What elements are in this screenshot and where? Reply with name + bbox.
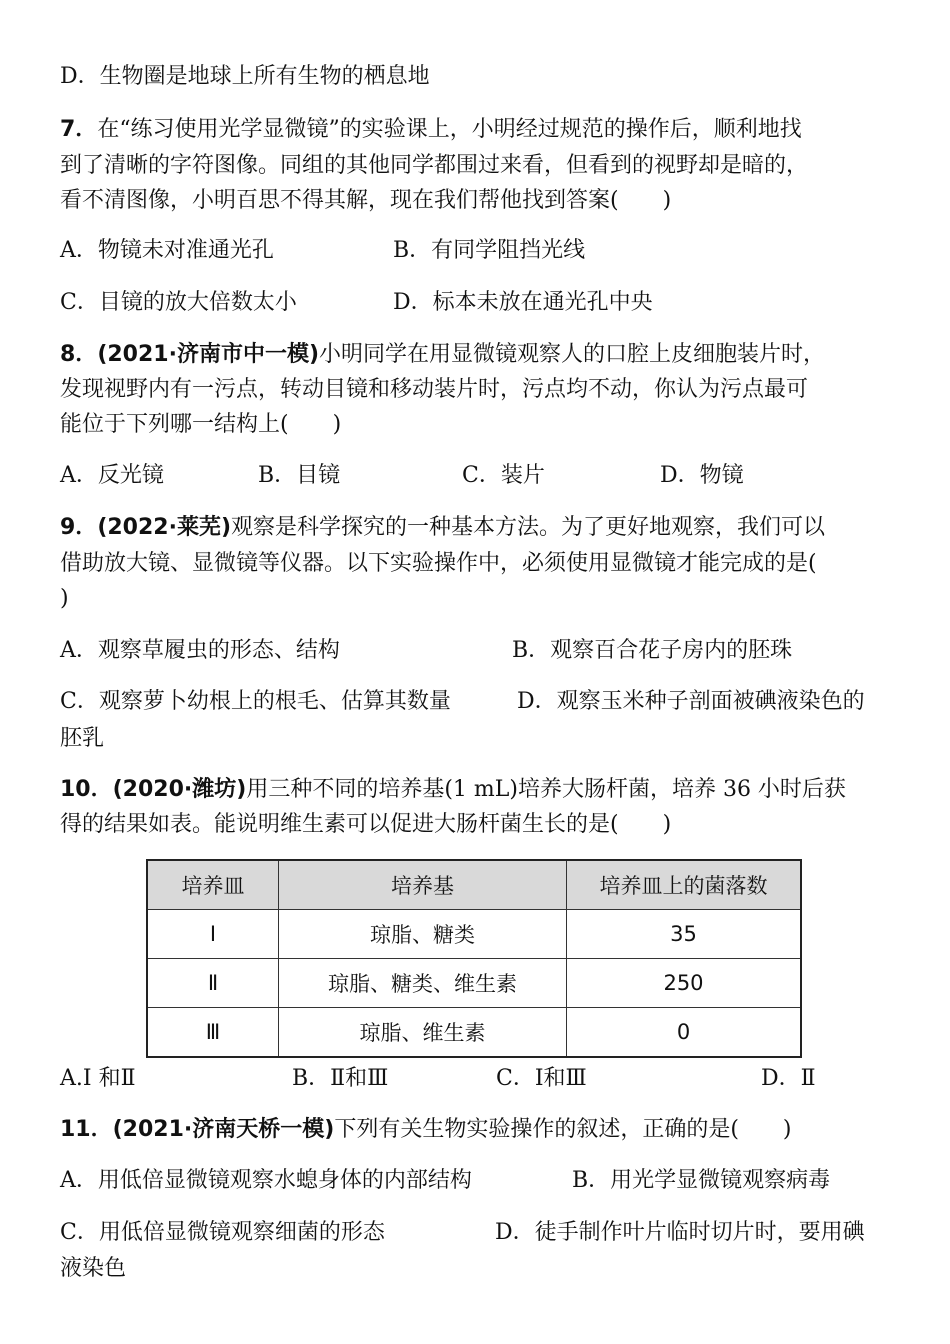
q8-text-1: 小明同学在用显微镜观察人的口腔上皮细胞装片时， [319, 342, 826, 367]
q7-option-b: B．有同学阻挡光线 [393, 238, 586, 263]
q11-line-1 [60, 1117, 792, 1143]
q9-option-b: B．观察百合花子房内的胚珠 [512, 638, 793, 663]
q9-line-1 [60, 515, 825, 541]
q9-line-2: 借助放大镜、显微镜等仪器。以下实验操作中，必须使用显微镜才能完成的是( [60, 551, 817, 576]
q8-option-a: A．反光镜 [60, 463, 164, 488]
q9-option-c: C．观察萝卜幼根上的根毛、估算其数量 [60, 689, 451, 714]
q8-option-c: C．装片 [462, 463, 545, 488]
table-cell: 琼脂、维生素 [279, 1008, 567, 1058]
q10-text-1: 用三种不同的培养基(1 mL)培养大肠杆菌，培养 36 小时后获 [246, 777, 846, 802]
q8-line-2: 发现视野内有一污点，转动目镜和移动装片时，污点均不动，你认为污点最可 [60, 377, 809, 402]
q7-line-1 [60, 117, 802, 143]
q11-option-d-cont: 液染色 [60, 1256, 127, 1281]
q7-option-d: D．标本未放在通光孔中央 [393, 290, 653, 315]
q9-number: 9． [60, 515, 98, 540]
q8-source: (2021·济南市中一模) [97, 342, 320, 367]
q7-text-1: 在“练习使用光学显微镜”的实验课上，小明经过规范的操作后，顺利地找 [97, 117, 802, 142]
q10-line-1 [60, 777, 846, 803]
table-header-medium: 培养基 [279, 860, 567, 910]
q10-option-c: C．Ⅰ和Ⅲ [496, 1066, 587, 1091]
q10-option-a: A.Ⅰ 和Ⅱ [60, 1066, 136, 1091]
table-cell: Ⅲ [147, 1008, 279, 1058]
q6-option-d: D．生物圈是地球上所有生物的栖息地 [60, 64, 430, 89]
q10-number: 10． [60, 777, 113, 802]
q9-option-a: A．观察草履虫的形态、结构 [60, 638, 340, 663]
table-row [147, 959, 801, 1008]
q10-option-b: B．Ⅱ和Ⅲ [292, 1066, 389, 1091]
q10-source: (2020·潍坊) [112, 777, 247, 802]
q9-line-3: ) [60, 586, 69, 611]
q9-option-d-cont: 胚乳 [60, 726, 105, 751]
table-cell: 250 [567, 959, 802, 1008]
q10-line-2: 得的结果如表。能说明维生素可以促进大肠杆菌生长的是( ) [60, 812, 672, 837]
q11-source: (2021·济南天桥一模) [112, 1117, 335, 1142]
q7-line-3: 看不清图像，小明百思不得其解，现在我们帮他找到答案( ) [60, 188, 672, 213]
q11-option-b: B．用光学显微镜观察病毒 [572, 1168, 831, 1193]
q7-number: 7． [60, 117, 98, 142]
q7-line-2: 到了清晰的字符图像。同组的其他同学都围过来看，但看到的视野却是暗的， [60, 153, 809, 178]
q8-option-d: D．物镜 [660, 463, 744, 488]
table-cell: 0 [567, 1008, 802, 1058]
table-cell: 35 [567, 910, 802, 959]
q11-text-1: 下列有关生物实验操作的叙述，正确的是( ) [334, 1117, 792, 1142]
q7-option-c: C．目镜的放大倍数太小 [60, 290, 297, 315]
culture-results-table [146, 859, 802, 1058]
q8-number: 8． [60, 342, 98, 367]
q9-text-1: 观察是科学探究的一种基本方法。为了更好地观察，我们可以 [231, 515, 826, 540]
table-header-dish: 培养皿 [147, 860, 279, 910]
q11-number: 11． [60, 1117, 113, 1142]
q8-line-1 [60, 342, 825, 368]
q9-source: (2022·莱芜) [97, 515, 232, 540]
q11-option-c: C．用低倍显微镜观察细菌的形态 [60, 1220, 385, 1245]
table-header-colonies: 培养皿上的菌落数 [567, 860, 802, 910]
q7-option-a: A．物镜未对准通光孔 [60, 238, 274, 263]
table-header-row [147, 860, 801, 910]
table-row [147, 1008, 801, 1058]
q10-option-d: D．Ⅱ [761, 1066, 816, 1091]
q8-line-3: 能位于下列哪一结构上( ) [60, 412, 342, 437]
table-row [147, 910, 801, 959]
q11-option-a: A．用低倍显微镜观察水螅身体的内部结构 [60, 1168, 472, 1193]
table-cell: Ⅱ [147, 959, 279, 1008]
table-cell: 琼脂、糖类 [279, 910, 567, 959]
q11-option-d: D．徒手制作叶片临时切片时，要用碘 [495, 1220, 865, 1245]
table-cell: 琼脂、糖类、维生素 [279, 959, 567, 1008]
table-cell: Ⅰ [147, 910, 279, 959]
q9-option-d: D．观察玉米种子剖面被碘液染色的 [517, 689, 865, 714]
q8-option-b: B．目镜 [258, 463, 341, 488]
